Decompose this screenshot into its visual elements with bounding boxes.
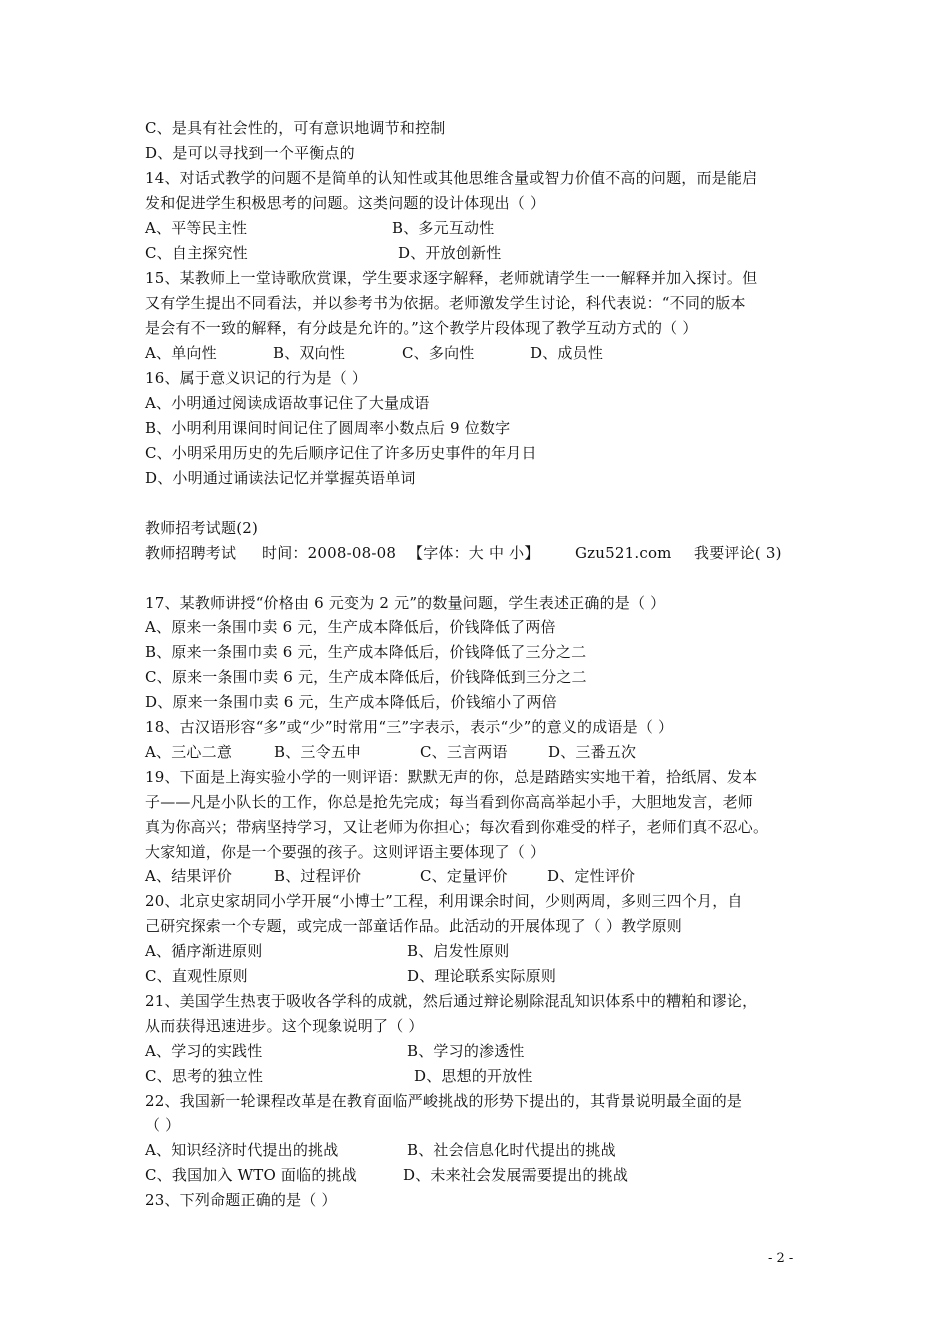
option-line: C、小明采用历史的先后顺序记住了许多历史事件的年月日 [145, 444, 537, 462]
option: C、定量评价 [420, 867, 508, 885]
question-line: 23、下列命题正确的是（ ） [145, 1191, 337, 1209]
question-line: 子——凡是小队长的工作，你总是抢先完成；每当看到你高高举起小手，大胆地发言，老师 [145, 793, 754, 811]
option: B、多元互动性 [392, 219, 495, 237]
option: C、思考的独立性 [145, 1067, 264, 1085]
question-line: 从而获得迅速进步。这个现象说明了（ ） [145, 1017, 424, 1035]
option: A、学习的实践性 [145, 1042, 263, 1060]
option-line: C、原来一条围巾卖 6 元，生产成本降低后，价钱降低到三分之二 [145, 668, 587, 686]
option: B、双向性 [273, 344, 346, 362]
option: B、学习的渗透性 [407, 1042, 525, 1060]
question-line: 又有学生提出不同看法，并以参考书为依据。老师激发学生讨论，科代表说：“不同的版本 [145, 294, 746, 312]
option: B、社会信息化时代提出的挑战 [407, 1141, 616, 1159]
option: A、结果评价 [145, 867, 233, 885]
option: B、过程评价 [274, 867, 362, 885]
option-line: D、是可以寻找到一个平衡点的 [145, 144, 355, 162]
option: D、开放创新性 [398, 244, 502, 262]
option: C、直观性原则 [145, 967, 248, 985]
question-line: 19、下面是上海实验小学的一则评语：默默无声的你，总是踏踏实实地干着，拾纸屑、发本 [145, 768, 758, 786]
question-line: （ ） [145, 1116, 181, 1134]
option-line: D、原来一条围巾卖 6 元，生产成本降低后，价钱缩小了两倍 [145, 693, 557, 711]
option: D、三番五次 [548, 743, 637, 761]
question-line: 20、北京史家胡同小学开展“小博士”工程，利用课余时间，少则两周，多则三四个月，自 [145, 892, 743, 910]
option: A、三心二意 [145, 743, 233, 761]
question-line: 18、古汉语形容“多”或“少”时常用“三”字表示，表示“少”的意义的成语是（ ） [145, 718, 674, 736]
option: D、成员性 [530, 344, 604, 362]
section-title: 教师招考试题(2) [145, 519, 259, 537]
option: C、多向性 [402, 344, 475, 362]
question-line: 大家知道，你是一个要强的孩子。这则评语主要体现了（ ） [145, 843, 546, 861]
option: A、循序渐进原则 [145, 942, 263, 960]
question-line: 15、某教师上一堂诗歌欣赏课，学生要求逐字解释，老师就请学生一一解释并加入探讨。但 [145, 269, 758, 287]
meta-date: 时间：2008-08-08 [262, 544, 397, 562]
question-line: 己研究探索一个专题，或完成一部童话作品。此活动的开展体现了（ ）教学原则 [145, 917, 682, 935]
question-line: 16、属于意义识记的行为是（ ） [145, 369, 368, 387]
font-size-switcher[interactable]: 【字体：大 中 小】 [408, 544, 540, 562]
option: D、未来社会发展需要提出的挑战 [403, 1166, 629, 1184]
option: B、启发性原则 [407, 942, 510, 960]
option: A、平等民主性 [145, 219, 248, 237]
option: C、自主探究性 [145, 244, 248, 262]
question-line: 22、我国新一轮课程改革是在教育面临严峻挑战的形势下提出的，其背景说明最全面的是 [145, 1092, 743, 1110]
question-line: 发和促进学生积极思考的问题。这类问题的设计体现出（ ） [145, 194, 546, 212]
question-line: 是会有不一致的解释，有分歧是允许的。”这个教学片段体现了教学互动方式的（ ） [145, 319, 698, 337]
option: C、三言两语 [420, 743, 508, 761]
question-line: 14、对话式教学的问题不是简单的认知性或其他思维含量或智力价值不高的问题，而是能启 [145, 169, 758, 187]
option: A、单向性 [145, 344, 217, 362]
page-number: - 2 - [768, 1251, 794, 1266]
option: D、思想的开放性 [414, 1067, 533, 1085]
option: C、我国加入 WTO 面临的挑战 [145, 1166, 357, 1184]
comment-link[interactable]: 我要评论( 3) [694, 544, 782, 562]
option-line: B、原来一条围巾卖 6 元，生产成本降低后，价钱降低了三分之二 [145, 643, 587, 661]
question-line: 真为你高兴；带病坚持学习，又让老师为你担心；每次看到你难受的样子，老师们真不忍心。 [145, 818, 769, 836]
option: D、理论联系实际原则 [407, 967, 557, 985]
option: A、知识经济时代提出的挑战 [145, 1141, 339, 1159]
option: B、三令五申 [274, 743, 362, 761]
option-line: B、小明利用课间时间记住了圆周率小数点后 9 位数字 [145, 419, 511, 437]
option: D、定性评价 [547, 867, 636, 885]
meta-category: 教师招聘考试 [145, 544, 237, 562]
option-line: D、小明通过诵读法记忆并掌握英语单词 [145, 469, 416, 487]
question-line: 21、美国学生热衷于吸收各学科的成就，然后通过辩论剔除混乱知识体系中的糟粕和谬论， [145, 992, 758, 1010]
option-line: A、原来一条围巾卖 6 元，生产成本降低后，价钱降低了两倍 [145, 618, 556, 636]
option-line: A、小明通过阅读成语故事记住了大量成语 [145, 394, 430, 412]
site-link[interactable]: Gzu521.com [575, 544, 672, 562]
option-line: C、是具有社会性的，可有意识地调节和控制 [145, 119, 446, 137]
question-line: 17、某教师讲授“价格由 6 元变为 2 元”的数量问题，学生表述正确的是（ ） [145, 594, 666, 612]
